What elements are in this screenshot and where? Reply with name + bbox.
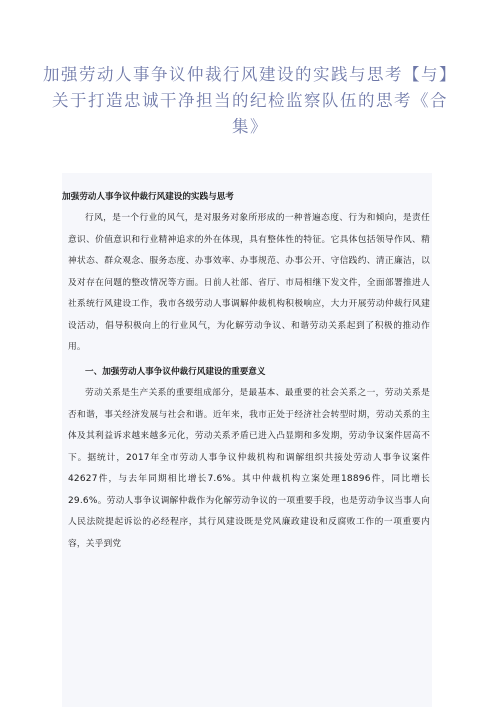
paragraph-text: 年全市劳动人事争议仲裁机构和调解组织共接处劳动人事争议案件 [149, 452, 430, 463]
paragraph-text: 件，同比增长 [370, 474, 431, 484]
stat-growth: 29.6% [68, 495, 98, 506]
subheading-significance: 一、加强劳动人事争议仲裁行风建设的重要意义 [85, 367, 266, 377]
paragraph-intro: 行风，是一个行业的风气，是对服务对象所形成的一种普遍态度、行为和倾向，是责任意识、价值意识和行业精神追求的外在体现，具有整体性的特征。它具体包括领导作风、精神状态、群众观念、服务态度、办事效率、办事规范、办事公开、守信践约、清正廉洁，以及对存在问题的整改情况等方面。日前人社部、省厅、市局相继下发文件，全面部署推进人社系统行风建设工作，我市各级劳动人事调解仲裁机构积极响应，大力开展劳动仲裁行风建设活动，倡导积极向上的行业风气，为化解劳动争议、和谐劳动关系起到了积极的推动作用。 [68, 213, 430, 352]
paragraph-significance [68, 383, 430, 555]
paragraph-text: 劳动关系是生产关系的重要组成部分，是最基本、最重要的社会关系之一，劳动关系是否和谐，事关经济发展与社会和谐。近年来，我市正处于经济社会转型时期，劳动关系的主体及其利益诉求越来越多元化，劳动关系矛盾已进入凸显期和多发期，劳动争议案件居高不下。据统计， [68, 388, 430, 463]
stat-growth: 7.6% [207, 474, 232, 484]
section-heading: 加强劳动人事争议仲裁行风建设的实践与思考 [62, 192, 234, 202]
stat-year: 2017 [126, 452, 150, 463]
document-title: 加强劳动人事争议仲裁行风建设的实践与思考【与】关于打造忠诚干净担当的纪检监察队伍的思考《合集》 [43, 65, 457, 136]
paragraph-text: 件，与去年同期相比增长 [97, 474, 208, 484]
paragraph-text: 。其中仲裁机构立案处理 [231, 474, 341, 484]
paragraph-text: 。劳动人事争议调解仲裁作为化解劳动争议的一项重要手段，也是劳动争议当事人向人民法院提起诉讼的必经程序，其行风建设既是党风廉政建设和反腐败工作的一项重要内容，关乎到党 [68, 495, 430, 549]
stat-cases: 42627 [68, 474, 98, 484]
stat-filed: 18896 [341, 474, 371, 484]
